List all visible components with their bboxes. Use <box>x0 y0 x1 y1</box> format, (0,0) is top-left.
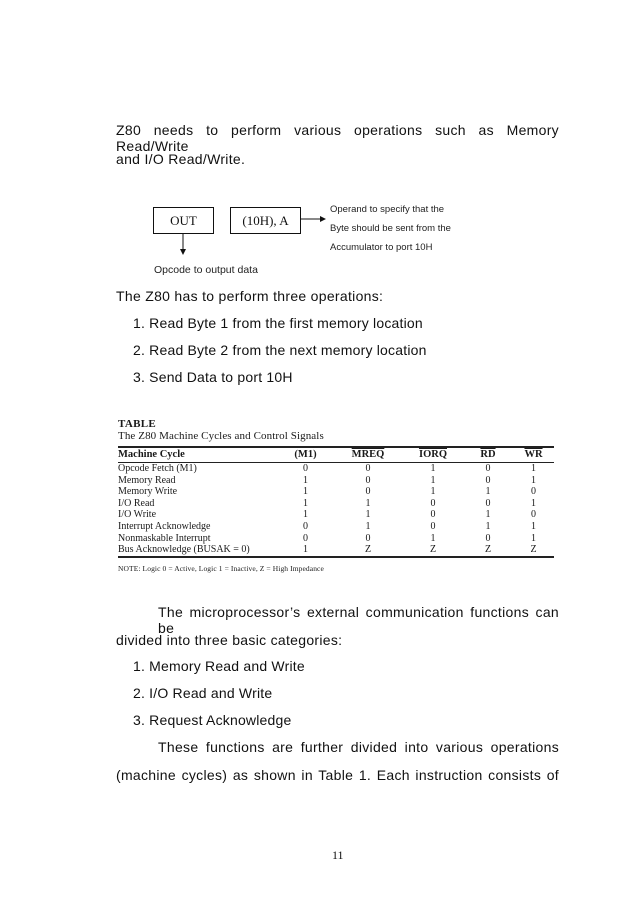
table-cell-signal: 1 <box>365 509 371 521</box>
machine-cycle-table-figure <box>118 418 554 573</box>
external-item-3: 3. Request Acknowledge <box>133 712 292 728</box>
table-cell-signal: Z <box>429 544 437 556</box>
table-cell-signal: 1 <box>365 520 371 532</box>
table-cell-cycle: Memory Write <box>118 486 178 498</box>
table-row <box>118 521 554 533</box>
functions-line-1: These functions are further divided into various operations <box>158 739 559 755</box>
table-cell-signal: 1 <box>303 474 308 486</box>
table-cell-signal: 1 <box>531 463 536 474</box>
table-cell-signal: 1 <box>430 532 436 544</box>
functions-line-2: (machine cycles) as shown in Table 1. Each instruction consists of <box>116 767 559 783</box>
table-cell-cycle: Bus Acknowledge (BUSAK = 0) <box>118 544 250 556</box>
operations-item-1: 1. Read Byte 1 from the first memory location <box>133 315 423 331</box>
table-cell-cycle: Interrupt Acknowledge <box>118 520 211 532</box>
table-cell-cycle: Opcode Fetch (M1) <box>118 463 197 474</box>
table-row <box>118 498 554 510</box>
table-cell-signal: 1 <box>430 463 436 474</box>
table-label: TABLE <box>118 418 156 430</box>
table-header: Machine Cycle <box>118 449 185 460</box>
table-cell-signal: 0 <box>303 520 308 532</box>
external-line-1: The microprocessor’s external communication functions can be <box>158 604 559 636</box>
table-cell-signal: 1 <box>303 509 308 521</box>
operand-arrow-head <box>320 216 326 222</box>
table-row <box>118 463 554 475</box>
external-item-2: 2. I/O Read and Write <box>133 685 273 701</box>
table-cell-signal: Z <box>530 544 537 556</box>
table-cell-signal: 1 <box>485 509 491 521</box>
table-cell-signal: 1 <box>303 544 308 556</box>
table-cell-signal: 0 <box>430 497 436 509</box>
table-cell-signal: Z <box>364 544 372 556</box>
table-cell-signal: 0 <box>303 532 308 544</box>
table-cell-cycle: I/O Write <box>118 509 157 521</box>
table-cell-signal: 0 <box>531 486 536 498</box>
table-cell-signal: 0 <box>485 497 491 509</box>
operand-note-line-2: Byte should be sent from the <box>330 223 451 234</box>
table-cell-signal: 0 <box>365 486 371 498</box>
opcode-box: OUT <box>153 207 214 234</box>
table-cell-signal: 1 <box>531 497 536 509</box>
table-cell-signal: Z <box>484 544 492 556</box>
table-cell-signal: 0 <box>485 463 491 474</box>
table-cell-signal: 1 <box>430 486 436 498</box>
table-cell-signal: 0 <box>303 463 308 474</box>
external-line-2: divided into three basic categories: <box>116 632 343 648</box>
page-number: 11 <box>332 848 344 862</box>
table-cell-cycle: I/O Read <box>118 497 155 509</box>
table-row <box>118 533 554 545</box>
table-header: $\overline{RD}$ <box>480 449 496 460</box>
table-header: (M1) <box>294 449 317 460</box>
table-row <box>118 509 554 521</box>
table-cell-signal: 1 <box>485 520 491 532</box>
table-cell-signal: 1 <box>485 486 491 498</box>
operand-note-line-1: Operand to specify that the <box>330 204 445 215</box>
table-cell-signal: 0 <box>365 474 371 486</box>
table-header: MREQ <box>351 449 385 460</box>
operand-box: (10H), A <box>230 207 301 234</box>
table-cell-signal: 1 <box>303 497 308 509</box>
table-cell-cycle: Memory Read <box>118 474 176 486</box>
table-cell-signal: 0 <box>485 474 491 486</box>
external-item-1: 1. Memory Read and Write <box>133 658 305 674</box>
table-cell-cycle: Nonmaskable Interrupt <box>118 532 211 544</box>
table-cell-signal: 0 <box>430 509 436 521</box>
operand-note <box>330 200 451 257</box>
intro-line-1: Z80 needs to perform various operations such as Memory Read/Write <box>116 122 559 154</box>
operand-note-line-3: Accumulator to port 10H <box>330 242 433 253</box>
table-cell-signal: 0 <box>430 520 436 532</box>
table-header: IORQ <box>418 449 447 460</box>
table-cell-signal: 1 <box>531 532 536 544</box>
table-cell-signal: 0 <box>365 532 371 544</box>
operations-heading: The Z80 has to perform three operations: <box>116 288 384 304</box>
table-row <box>118 486 554 498</box>
table-header: $\overline{WR}$ <box>524 449 543 460</box>
opcode-arrow-head <box>180 249 186 255</box>
operations-item-2: 2. Read Byte 2 from the next memory location <box>133 342 427 358</box>
table-cell-signal: 0 <box>531 509 536 521</box>
table-cell-signal: 1 <box>531 520 536 532</box>
opcode-note: Opcode to output data <box>154 264 258 276</box>
table-row <box>118 544 554 557</box>
table-cell-signal: 1 <box>430 474 436 486</box>
intro-line-2: and I/O Read/Write. <box>116 151 246 167</box>
table-cell-signal: 1 <box>365 497 371 509</box>
table-cell-signal: 1 <box>303 486 308 498</box>
table-cell-signal: 0 <box>485 532 491 544</box>
machine-cycle-table <box>118 446 554 558</box>
table-row <box>118 475 554 487</box>
table-header-row <box>118 447 554 463</box>
table-cell-signal: 0 <box>365 463 371 474</box>
table-cell-signal: 1 <box>531 474 536 486</box>
operations-item-3: 3. Send Data to port 10H <box>133 369 293 385</box>
table-title: The Z80 Machine Cycles and Control Signals <box>118 430 324 442</box>
table-note: NOTE: Logic 0 = Active, Logic 1 = Inactive, Z = High Impedance <box>118 563 324 573</box>
